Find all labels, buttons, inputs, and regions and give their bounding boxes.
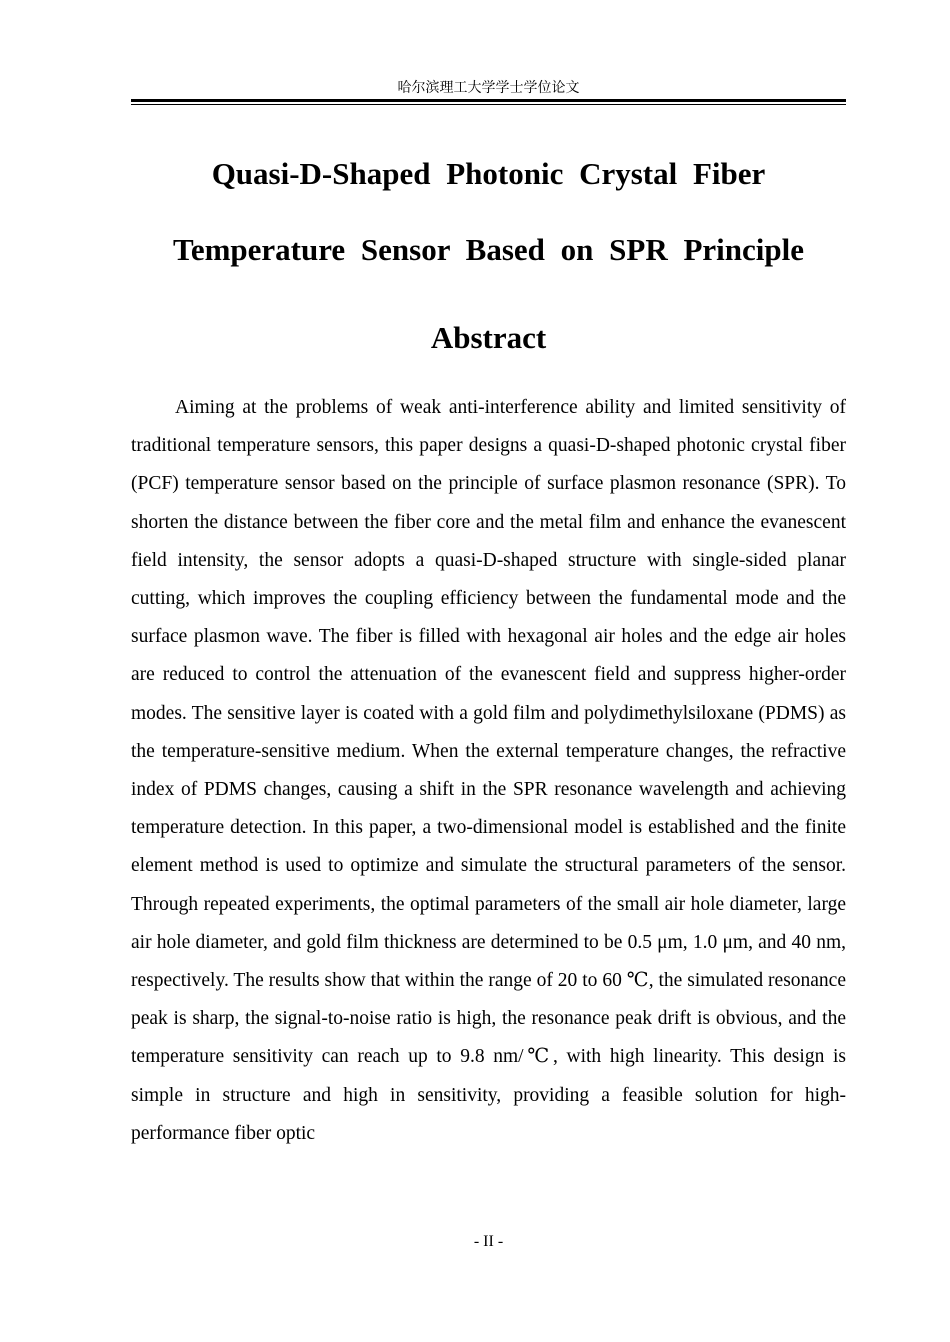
paper-title-line-1: Quasi-D-Shaped Photonic Crystal Fiber: [211, 156, 766, 191]
paper-title: [131, 148, 846, 300]
abstract-heading: Abstract: [430, 320, 547, 355]
page-number: - II -: [473, 1233, 504, 1250]
running-header: 哈尔滨理工大学学士学位论文: [397, 80, 580, 96]
header-rule-thin: [131, 104, 846, 105]
header-rule-thick: [131, 99, 846, 102]
paper-title-line-2: Temperature Sensor Based on SPR Principle: [172, 232, 805, 267]
abstract-body: Aiming at the problems of weak anti-interference ability and limited sensitivity of traditional temperature sensors, this paper designs a quasi-D-shaped photonic crystal fiber (PCF) temperature sensor based on the principle of surface plasmon resonance (SPR). To shorten the distance between the fiber core and the metal film and enhance the evanescent field intensity, the sensor adopts a quasi-D-shaped structure with single-sided planar cutting, which improves the coupling efficiency between the fundamental mode and the surface plasmon wave. The fiber is filled with hexagonal air holes and the edge air holes are reduced to control the attenuation of the evanescent field and suppress higher-order modes. The sensitive layer is coated with a gold film and polydimethylsiloxane (PDMS) as the temperature-sensitive medium. When the external temperature changes, the refractive index of PDMS changes, causing a shift in the SPR resonance wavelength and achieving temperature detection. In this paper, a two-dimensional model is established and the finite element method is used to optimize and simulate the structural parameters of the sensor. Through repeated experiments, the optimal parameters of the small air hole diameter, large air hole diameter, and gold film thickness are determined to be 0.5 μm, 1.0 μm, and 40 nm, respectively. The results show that within the range of 20 to 60 ℃, the simulated resonance peak is sharp, the signal-to-noise ratio is high, the resonance peak drift is obvious, and the temperature sensitivity can reach up to 9.8 nm/℃, with high linearity. This design is simple in structure and high in sensitivity, providing a feasible solution for high-performance fiber optic: [131, 397, 846, 1144]
